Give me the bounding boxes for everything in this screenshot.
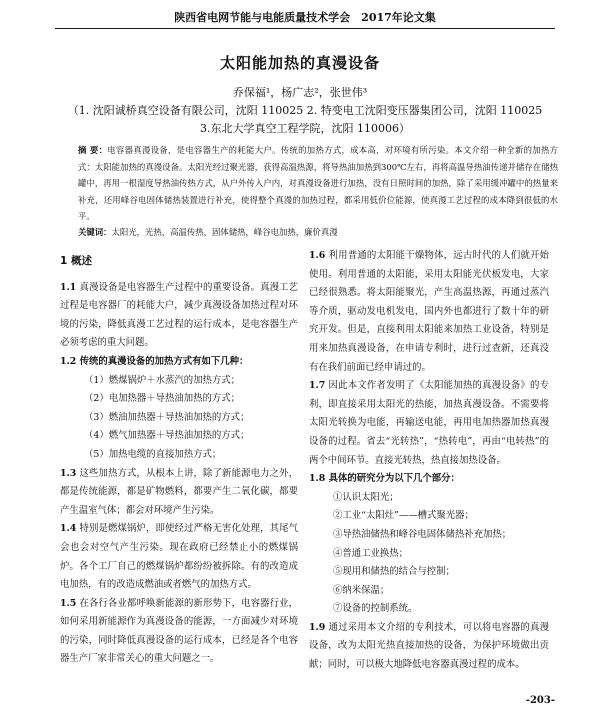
paragraph-number: 1.8: [309, 473, 326, 485]
keywords-text: 太阳光，光热，高温传热，固体储热，峰谷电加热，廉价真漫: [111, 227, 338, 237]
list-item: ①认识太阳光；: [333, 491, 399, 503]
paragraph-text: 因此本文作者发明了《太阳能加热的真漫设备》的专利，即直接采用太阳光的热能，加热真漫设备。不需要将太阳光转换为电能，再输送电能，再用电加热器加热真漫设备的过程。省去“光转热”，“热转电”，再由“电转热”的两个中间环节。直接光转热，热直接加热设备。: [309, 380, 549, 466]
affiliation-line-2: 3.东北大学真空工程学院，沈阳 110006）: [200, 122, 410, 135]
paragraph-1-7: [309, 377, 549, 470]
paragraph-number: 1.5: [60, 597, 77, 609]
author-list: 乔保福¹，杨广志²，张世伟³: [232, 86, 368, 99]
right-column: [309, 247, 549, 675]
paragraph-number: 1.3: [60, 467, 77, 479]
keywords-label: 关键词：: [78, 227, 112, 237]
paragraph-text: 利用普通的太阳能干燥物体，远古时代的人们就开始使用。利用普通的太阳能，采用太阳能光伏板发电，大家已经很熟悉。将太阳能聚光，产生高温热源，再通过蒸汽等介质，驱动发电机发电，国内外也都进行了数十年的研究开发。但是，直接利用太阳能来加热工业设备，特别是用来加热真漫设备，在申请专利时，进行过查新，还真没有在我们前面已经申请过的。: [309, 250, 549, 373]
paragraph-text: 通过采用本文介绍的专利技术，可以将电容器的真漫设备，改为太阳光热直接加热的设备，为保护环境做出贡献；同时，可以极大地降低电容器真漫过程的成本。: [309, 621, 549, 671]
paragraph-1-1: [60, 279, 298, 353]
affiliation-line-1: （1. 沈阳诚桥真空设备有限公司，沈阳 110025 2. 特变电工沈阳变压器集团公司，沈阳 110025: [67, 104, 543, 117]
list-item: （3）燃油加热器＋导热油加热的方式；: [84, 411, 250, 423]
paragraph-text: 在各行各业都呼唤新能源的新形势下，电容器行业，如何采用新能源作为真漫设备的能源，一方面减少对环境的污染，同时降低真漫设备的运行成本，已经是各个电容器生产厂家非常关心的重大问题之一。: [60, 597, 298, 665]
paragraph-text: 传统的真漫设备的加热方式有如下几种：: [79, 355, 249, 367]
list-item: ⑤现用和储热的结合与控制；: [333, 566, 455, 578]
section-heading: 1 概述: [60, 255, 92, 267]
abstract: [78, 142, 558, 225]
paragraph-text: 特别是燃煤锅炉，即使经过严格无害化处理，其尾气会也会对空气产生污染。现在政府已经禁止小的燃煤锅炉。各个工厂自己的燃煤锅炉都纷纷被拆除。有的改造成电加热，有的改造成燃油或者燃气的加热方式。: [60, 523, 298, 591]
list-item: ③导热油储热和峰谷电固体储热补充加热；: [333, 528, 512, 540]
list-item: ⑦设备的控制系统。: [333, 603, 418, 615]
paragraph-number: 1.1: [60, 281, 77, 293]
paragraph-number: 1.6: [309, 250, 326, 261]
list-item: ②工业“太阳灶”——槽式聚光器；: [333, 510, 474, 522]
list-item: （2）电加热器＋导热油加热的方式；: [84, 393, 240, 405]
abstract-label: 摘 要：: [78, 145, 108, 155]
list-item: （5）加热电缆的直接加热方式；: [84, 448, 222, 460]
paragraph-1-4: [60, 520, 298, 594]
paper-title: 太阳能加热的真漫设备: [219, 54, 380, 72]
paragraph-number: 1.9: [309, 621, 326, 633]
abstract-text: 电容器真漫设备，是电容器生产的耗能大户。传统的加热方式，成本高，对环境有所污染。本文介绍一种全新的加热方式：太阳能加热的真漫设备。太阳光经过聚光器，获得高温热源，将导热油加热到300℃左右，再将高温导热油传递并储存在储热罐中，再用一根湿度导热油传热方式，从户外传入户内，对真漫设备进行加热，没有日照时间的加热，除了采用缓冲罐中的热量来补充，还用峰谷电固体储热装置进行补充，使得整个真漫的加热过程，都采用低价位能源，使真漫工艺过程的成本降到很低的水平。: [78, 145, 559, 221]
list-item: （4）燃气加热器＋导热油加热的方式；: [84, 430, 250, 442]
paragraph-text: 真漫设备是电容器生产过程中的重要设备。真漫工艺过程是电容器厂的耗能大户，减少真漫设备加热过程对环境的污染，降低真漫工艺过程的运行成本，是电容器生产必须考虑的重大问题。: [60, 281, 298, 349]
paragraph-1-9: [309, 619, 549, 675]
paragraph-number: 1.7: [309, 380, 326, 392]
left-column: [60, 252, 298, 669]
list-item: （1）燃煤锅炉＋水蒸汽的加热方式；: [84, 374, 240, 386]
paragraph-1-2: [60, 353, 298, 372]
running-header: 陕西省电网节能与电能质量技术学会 2017年论文集: [55, 8, 555, 29]
list-item: ⑥纳米保温；: [333, 584, 390, 596]
page-number: -203-: [525, 695, 555, 706]
paragraph-1-6: [309, 247, 549, 377]
paragraph-1-5: [60, 595, 298, 669]
list-item: ④普通工业换热；: [333, 547, 409, 559]
paragraph-number: 1.4: [60, 523, 77, 535]
paragraph-1-3: [60, 465, 298, 521]
keywords: [78, 225, 558, 239]
paragraph-number: 1.2: [60, 355, 77, 367]
paragraph-text: 这些加热方式，从根本上讲，除了新能源电力之外，都是传统能源，都是矿物燃料，都要产生二氧化碳，都要产生温室气体；都会对环境产生污染。: [60, 467, 298, 516]
paragraph-text: 具体的研究分为以下几个部分：: [328, 473, 460, 485]
paragraph-1-8: [309, 470, 549, 489]
